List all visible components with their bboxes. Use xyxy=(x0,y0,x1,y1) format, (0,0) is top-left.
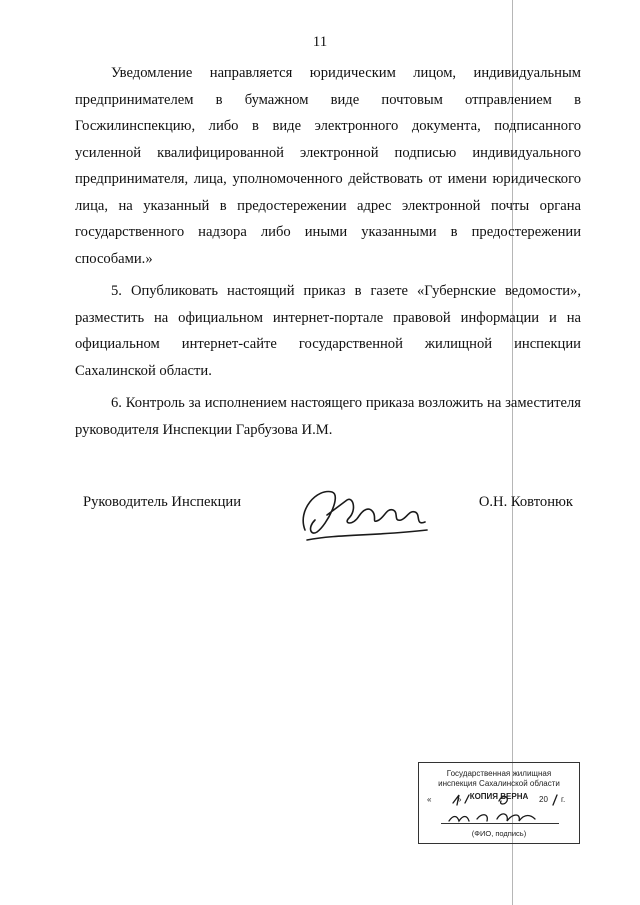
stamp-signature-line xyxy=(441,823,559,824)
paragraph-control: 6. Контроль за исполнением настоящего приказа возложить на заместителя руководителя Инспекции Гарбузова И.М. xyxy=(75,395,581,438)
page-number: 11 xyxy=(312,34,328,50)
stamp-date-close-quote: » xyxy=(457,795,462,804)
stamp-date-year-suffix: г. xyxy=(561,795,566,804)
handwritten-signature xyxy=(287,470,447,550)
stamp-date-open-quote: « xyxy=(427,795,432,804)
paragraph-notification: Уведомление направляется юридическим лицом, индивидуальным предпринимателем в бумажном виде почтовым отправлением в Госжилинспекцию, либо в виде электронного документа, подписанного усиленной квалифицированной электронной подписью индивидуального предпринимателя, лица, уполномоченного действовать от имени юридического лица, на указанный в предостережении адрес электронной почты органа государственного надзора либо иными указанными в предостережении способами.» xyxy=(75,65,581,267)
stamp-copy-label: КОПИЯ ВЕРНА xyxy=(469,792,529,801)
signature-block xyxy=(75,470,581,560)
signatory-name: О.Н. Ковтонюк xyxy=(478,494,573,510)
stamp-org-line1: Государственная жилищная xyxy=(446,769,552,778)
stamp-date-year: 20 xyxy=(539,795,548,804)
stamp-org-line2: инспекция Сахалинской области xyxy=(438,779,560,788)
document-body xyxy=(75,60,581,449)
copy-certification-stamp xyxy=(418,762,580,844)
stamp-handwriting xyxy=(439,791,569,827)
stamp-caption: (ФИО, подпись) xyxy=(471,829,527,838)
signatory-position: Руководитель Инспекции xyxy=(83,494,242,510)
paragraph-publish: 5. Опубликовать настоящий приказ в газете «Губернские ведомости», разместить на официальном интернет-портале правовой информации и на официальном интернет-сайте государственной жилищной инспекции Сахалинской области. xyxy=(75,283,581,379)
